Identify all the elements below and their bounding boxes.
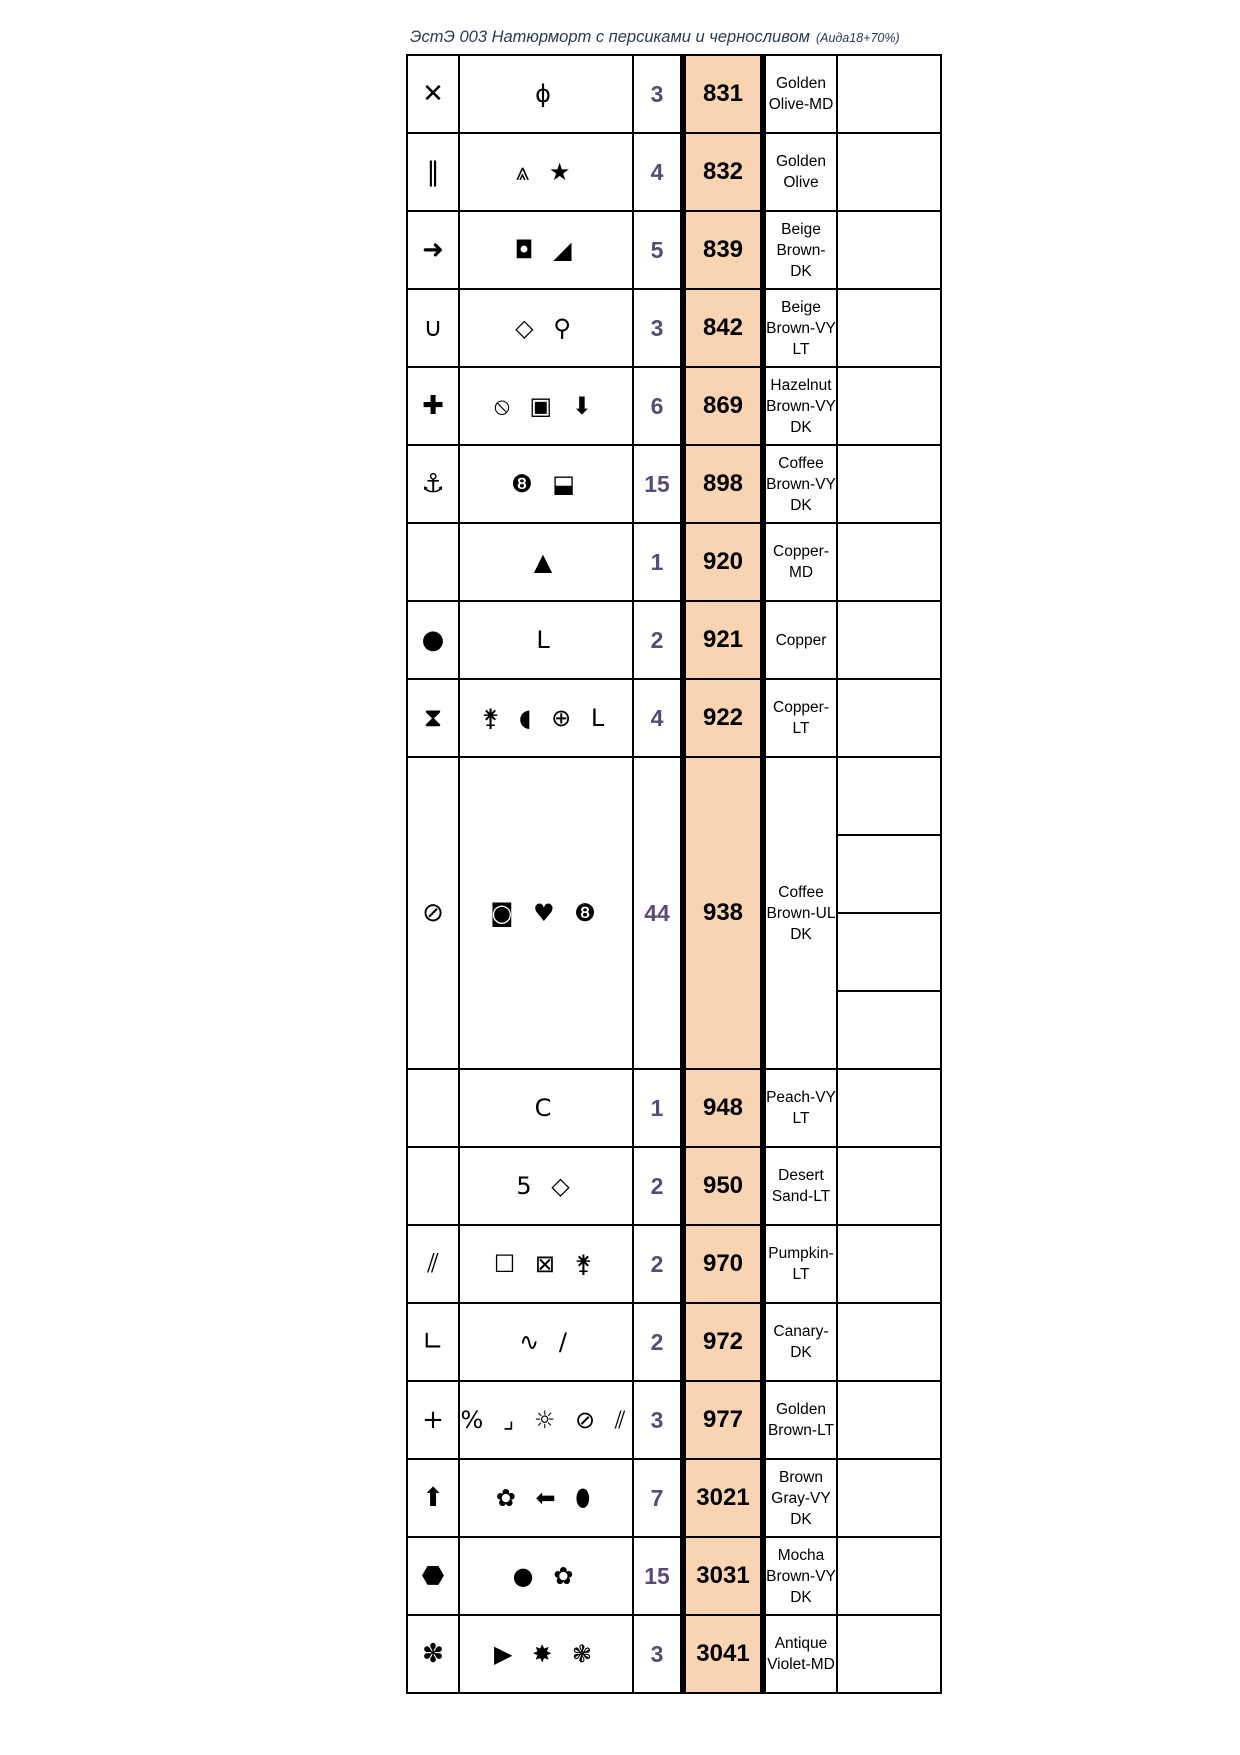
count-cell-text: 2 (650, 1250, 664, 1277)
count-cell (633, 55, 683, 133)
title-text: ЭстЭ 003 Натюрморт с персиками и черносливом (410, 28, 810, 46)
dmc-number-cell (683, 1147, 763, 1225)
dmc-number-cell (683, 523, 763, 601)
table-row (407, 1615, 941, 1693)
color-name-cell (763, 601, 837, 679)
blank-cell (837, 913, 941, 991)
count-cell-text: 5 (650, 236, 664, 263)
symbol-cell-text: ● (421, 625, 445, 655)
count-cell (633, 1147, 683, 1225)
blank-cell (837, 55, 941, 133)
count-cell-text: 2 (650, 1328, 664, 1355)
count-cell (633, 1537, 683, 1615)
dmc-number-cell (683, 1069, 763, 1147)
alt-symbols-cell-text: 5 ◇ (516, 1172, 576, 1200)
color-name-cell (763, 133, 837, 211)
dmc-number-cell (683, 1459, 763, 1537)
blank-cell (837, 835, 941, 913)
blank-cell (837, 1459, 941, 1537)
table-row (407, 1303, 941, 1381)
color-name-cell (763, 1537, 837, 1615)
color-name-cell-text: Copper (775, 631, 827, 649)
symbol-cell-text: ✚ (422, 391, 444, 421)
color-name-cell (763, 445, 837, 523)
color-name-cell-text: Golden Olive-MD (768, 75, 834, 113)
dmc-number-cell-text: 920 (702, 548, 744, 575)
alt-symbols-cell-text: ❽ ⬓ (511, 470, 581, 498)
symbol-cell (407, 523, 459, 601)
dmc-number-cell (683, 1381, 763, 1459)
alt-symbols-cell-text: ⚵ ◖ ⊕ L (481, 704, 611, 732)
symbol-cell (407, 211, 459, 289)
dmc-number-cell-text: 869 (702, 392, 744, 419)
dmc-number-cell-text: 950 (702, 1172, 744, 1199)
alt-symbols-cell-text: ◘ ◢ (514, 236, 578, 264)
symbol-cell (407, 1459, 459, 1537)
dmc-number-cell-text: 3041 (696, 1640, 750, 1667)
blank-cell (837, 1615, 941, 1693)
table-row (407, 289, 941, 367)
alt-symbols-cell-text: ⦸ ▣ ⬇ (494, 392, 598, 420)
alt-symbols-cell-text: C (534, 1094, 558, 1122)
dmc-number-cell-text: 898 (702, 470, 744, 497)
dmc-number-cell (683, 679, 763, 757)
color-name-cell-text: Beige Brown-VY LT (766, 298, 836, 358)
count-cell (633, 1459, 683, 1537)
dmc-number-cell (683, 1615, 763, 1693)
dmc-number-cell-text: 839 (702, 236, 744, 263)
alt-symbols-cell (459, 289, 633, 367)
page-title (410, 28, 900, 47)
symbol-cell (407, 1147, 459, 1225)
alt-symbols-cell (459, 1225, 633, 1303)
symbol-cell-text: ⚓ (421, 469, 445, 499)
color-name-cell-text: Golden Brown-LT (767, 1401, 835, 1439)
symbol-cell-text: ‖ (426, 157, 440, 187)
dmc-number-cell (683, 211, 763, 289)
count-cell-text: 3 (650, 1640, 664, 1667)
alt-symbols-cell (459, 367, 633, 445)
alt-symbols-cell-text: L (536, 626, 556, 654)
alt-symbols-cell (459, 757, 633, 1069)
dmc-number-cell-text: 842 (702, 314, 744, 341)
symbol-cell-text: ⫽ (427, 1249, 439, 1279)
symbol-cell-text: ⬆ (422, 1483, 444, 1513)
symbol-cell-text: ⬣ (421, 1561, 445, 1591)
table-row (407, 679, 941, 757)
color-name-cell-text: Canary-DK (773, 1323, 829, 1361)
count-cell-text: 4 (650, 704, 664, 731)
count-cell-text: 2 (650, 626, 664, 653)
blank-cell (837, 445, 941, 523)
table-row (407, 1147, 941, 1225)
count-cell-text: 1 (650, 1094, 664, 1121)
symbol-cell-text: ✽ (422, 1639, 444, 1669)
symbol-cell (407, 1537, 459, 1615)
table-row (407, 133, 941, 211)
dmc-number-cell (683, 601, 763, 679)
alt-symbols-cell-text: % ⌟ ☼ ⊘ ⫽ (460, 1406, 632, 1434)
dmc-number-cell-text: 938 (702, 899, 744, 926)
symbol-cell (407, 601, 459, 679)
blank-cell (837, 679, 941, 757)
alt-symbols-cell (459, 1381, 633, 1459)
alt-symbols-cell (459, 1459, 633, 1537)
count-cell-text: 4 (650, 158, 664, 185)
count-cell-text: 3 (650, 1406, 664, 1433)
count-cell (633, 1303, 683, 1381)
dmc-number-cell (683, 55, 763, 133)
color-name-cell-text: Pumpkin-LT (768, 1245, 834, 1283)
symbol-cell (407, 1225, 459, 1303)
count-cell-text: 1 (650, 548, 664, 575)
dmc-number-cell-text: 972 (702, 1328, 744, 1355)
count-cell (633, 1069, 683, 1147)
blank-cell (837, 1147, 941, 1225)
alt-symbols-cell (459, 1303, 633, 1381)
table-row (407, 1381, 941, 1459)
color-name-cell-text: Copper-LT (773, 699, 829, 737)
alt-symbols-cell (459, 679, 633, 757)
color-name-cell (763, 1303, 837, 1381)
count-cell (633, 601, 683, 679)
dmc-number-cell-text: 977 (702, 1406, 744, 1433)
alt-symbols-cell-text: ∿ ∕ (519, 1328, 573, 1356)
blank-cell (837, 211, 941, 289)
table-row (407, 445, 941, 523)
count-cell (633, 1381, 683, 1459)
dmc-number-cell (683, 1225, 763, 1303)
table-row (407, 601, 941, 679)
color-name-cell (763, 679, 837, 757)
color-name-cell (763, 1459, 837, 1537)
count-cell (633, 211, 683, 289)
dmc-number-cell (683, 133, 763, 211)
blank-cell (837, 133, 941, 211)
symbol-cell-text: ✕ (422, 79, 444, 109)
dmc-number-cell-text: 3031 (696, 1562, 750, 1589)
symbol-cell (407, 1069, 459, 1147)
table-row (407, 211, 941, 289)
count-cell-text: 15 (644, 1562, 670, 1589)
dmc-number-cell (683, 289, 763, 367)
dmc-number-cell-text: 948 (702, 1094, 744, 1121)
symbol-cell-text: ∪ (423, 313, 443, 343)
blank-cell (837, 1381, 941, 1459)
dmc-number-cell-text: 921 (702, 626, 744, 653)
alt-symbols-cell (459, 1537, 633, 1615)
table-row (407, 1225, 941, 1303)
symbol-cell (407, 757, 459, 1069)
color-name-cell (763, 55, 837, 133)
dmc-number-cell-text: 832 (702, 158, 744, 185)
alt-symbols-cell (459, 1615, 633, 1693)
count-cell (633, 1225, 683, 1303)
count-cell (633, 133, 683, 211)
dmc-number-cell (683, 445, 763, 523)
dmc-number-cell (683, 1537, 763, 1615)
alt-symbols-cell-text: ☐ ⊠ ⚵ (493, 1250, 599, 1278)
dmc-number-cell-text: 922 (702, 704, 744, 731)
alt-symbols-cell-text: ● ✿ (512, 1562, 580, 1590)
title-subtitle: (Аида18+70%) (815, 31, 900, 45)
color-name-cell-text: Brown Gray-VY DK (771, 1468, 831, 1528)
color-name-cell-text: Coffee Brown-VY DK (766, 454, 836, 514)
symbol-cell-text: + (422, 1405, 444, 1435)
table-row (407, 1459, 941, 1537)
dmc-number-cell (683, 367, 763, 445)
color-name-cell (763, 757, 837, 1069)
count-cell-text: 44 (644, 899, 670, 926)
color-name-cell-text: Golden Olive (776, 153, 826, 191)
color-name-cell (763, 211, 837, 289)
color-name-cell-text: Mocha Brown-VY DK (766, 1546, 836, 1606)
count-cell-text: 3 (650, 314, 664, 341)
dmc-number-cell-text: 3021 (696, 1484, 750, 1511)
table-row (407, 1537, 941, 1615)
symbol-cell-text: ⊘ (422, 898, 444, 928)
table-row (407, 367, 941, 445)
table-row (407, 1069, 941, 1147)
blank-cell (837, 289, 941, 367)
count-cell (633, 757, 683, 1069)
color-name-cell-text: Antique Violet-MD (767, 1635, 835, 1673)
alt-symbols-cell (459, 1069, 633, 1147)
symbol-cell (407, 367, 459, 445)
blank-cell (837, 1303, 941, 1381)
color-name-cell (763, 523, 837, 601)
alt-symbols-cell-text: ◇ ⚲ (515, 314, 577, 342)
table-row (407, 757, 941, 835)
count-cell-text: 2 (650, 1172, 664, 1199)
count-cell (633, 445, 683, 523)
alt-symbols-cell-text: ✿ ⬅ ⬮ (495, 1484, 597, 1512)
blank-cell (837, 1069, 941, 1147)
alt-symbols-cell (459, 211, 633, 289)
symbol-cell (407, 1303, 459, 1381)
color-name-cell-text: Copper-MD (773, 543, 829, 581)
alt-symbols-cell (459, 601, 633, 679)
count-cell (633, 367, 683, 445)
alt-symbols-cell (459, 1147, 633, 1225)
table-row (407, 55, 941, 133)
color-name-cell-text: Desert Sand-LT (771, 1167, 831, 1205)
symbol-cell (407, 1615, 459, 1693)
blank-cell (837, 523, 941, 601)
count-cell-text: 3 (650, 80, 664, 107)
color-name-cell (763, 1069, 837, 1147)
count-cell (633, 289, 683, 367)
blank-cell (837, 1225, 941, 1303)
blank-cell (837, 367, 941, 445)
symbol-cell-text: ∟ (422, 1327, 444, 1357)
symbol-cell (407, 289, 459, 367)
color-name-cell (763, 289, 837, 367)
color-name-cell-text: Peach-VY LT (766, 1089, 836, 1127)
dmc-number-cell (683, 757, 763, 1069)
symbol-cell-text: ➜ (422, 235, 444, 265)
color-name-cell-text: Hazelnut Brown-VY DK (766, 376, 836, 436)
blank-cell (837, 1537, 941, 1615)
color-name-cell-text: Coffee Brown-UL DK (766, 883, 836, 943)
dmc-number-cell-text: 831 (702, 80, 744, 107)
symbol-cell-text: ⧗ (423, 703, 443, 733)
dmc-number-cell-text: 970 (702, 1250, 744, 1277)
symbol-cell (407, 1381, 459, 1459)
table-row (407, 523, 941, 601)
color-name-cell-text: Beige Brown-DK (776, 220, 826, 280)
alt-symbols-cell-text: ◙ ♥ ❽ (490, 899, 602, 927)
count-cell-text: 7 (650, 1484, 664, 1511)
symbol-cell (407, 133, 459, 211)
count-cell (633, 1615, 683, 1693)
count-cell (633, 523, 683, 601)
color-name-cell (763, 1615, 837, 1693)
blank-cell (837, 757, 941, 835)
alt-symbols-cell (459, 55, 633, 133)
alt-symbols-cell-text: ɸ (535, 80, 557, 108)
color-name-cell (763, 1225, 837, 1303)
color-name-cell (763, 1147, 837, 1225)
alt-symbols-cell (459, 133, 633, 211)
alt-symbols-cell-text: ▲ (533, 548, 559, 576)
symbol-cell (407, 679, 459, 757)
thread-key-table (406, 54, 942, 1694)
count-cell (633, 679, 683, 757)
alt-symbols-cell-text: ▶ ✸ ❃ (494, 1640, 598, 1668)
alt-symbols-cell (459, 445, 633, 523)
alt-symbols-cell (459, 523, 633, 601)
dmc-number-cell (683, 1303, 763, 1381)
count-cell-text: 6 (650, 392, 664, 419)
symbol-cell (407, 55, 459, 133)
color-name-cell (763, 1381, 837, 1459)
alt-symbols-cell-text: ⩓ ★ (515, 158, 577, 186)
symbol-cell (407, 445, 459, 523)
color-name-cell (763, 367, 837, 445)
count-cell-text: 15 (644, 470, 670, 497)
blank-cell (837, 601, 941, 679)
blank-cell (837, 991, 941, 1069)
